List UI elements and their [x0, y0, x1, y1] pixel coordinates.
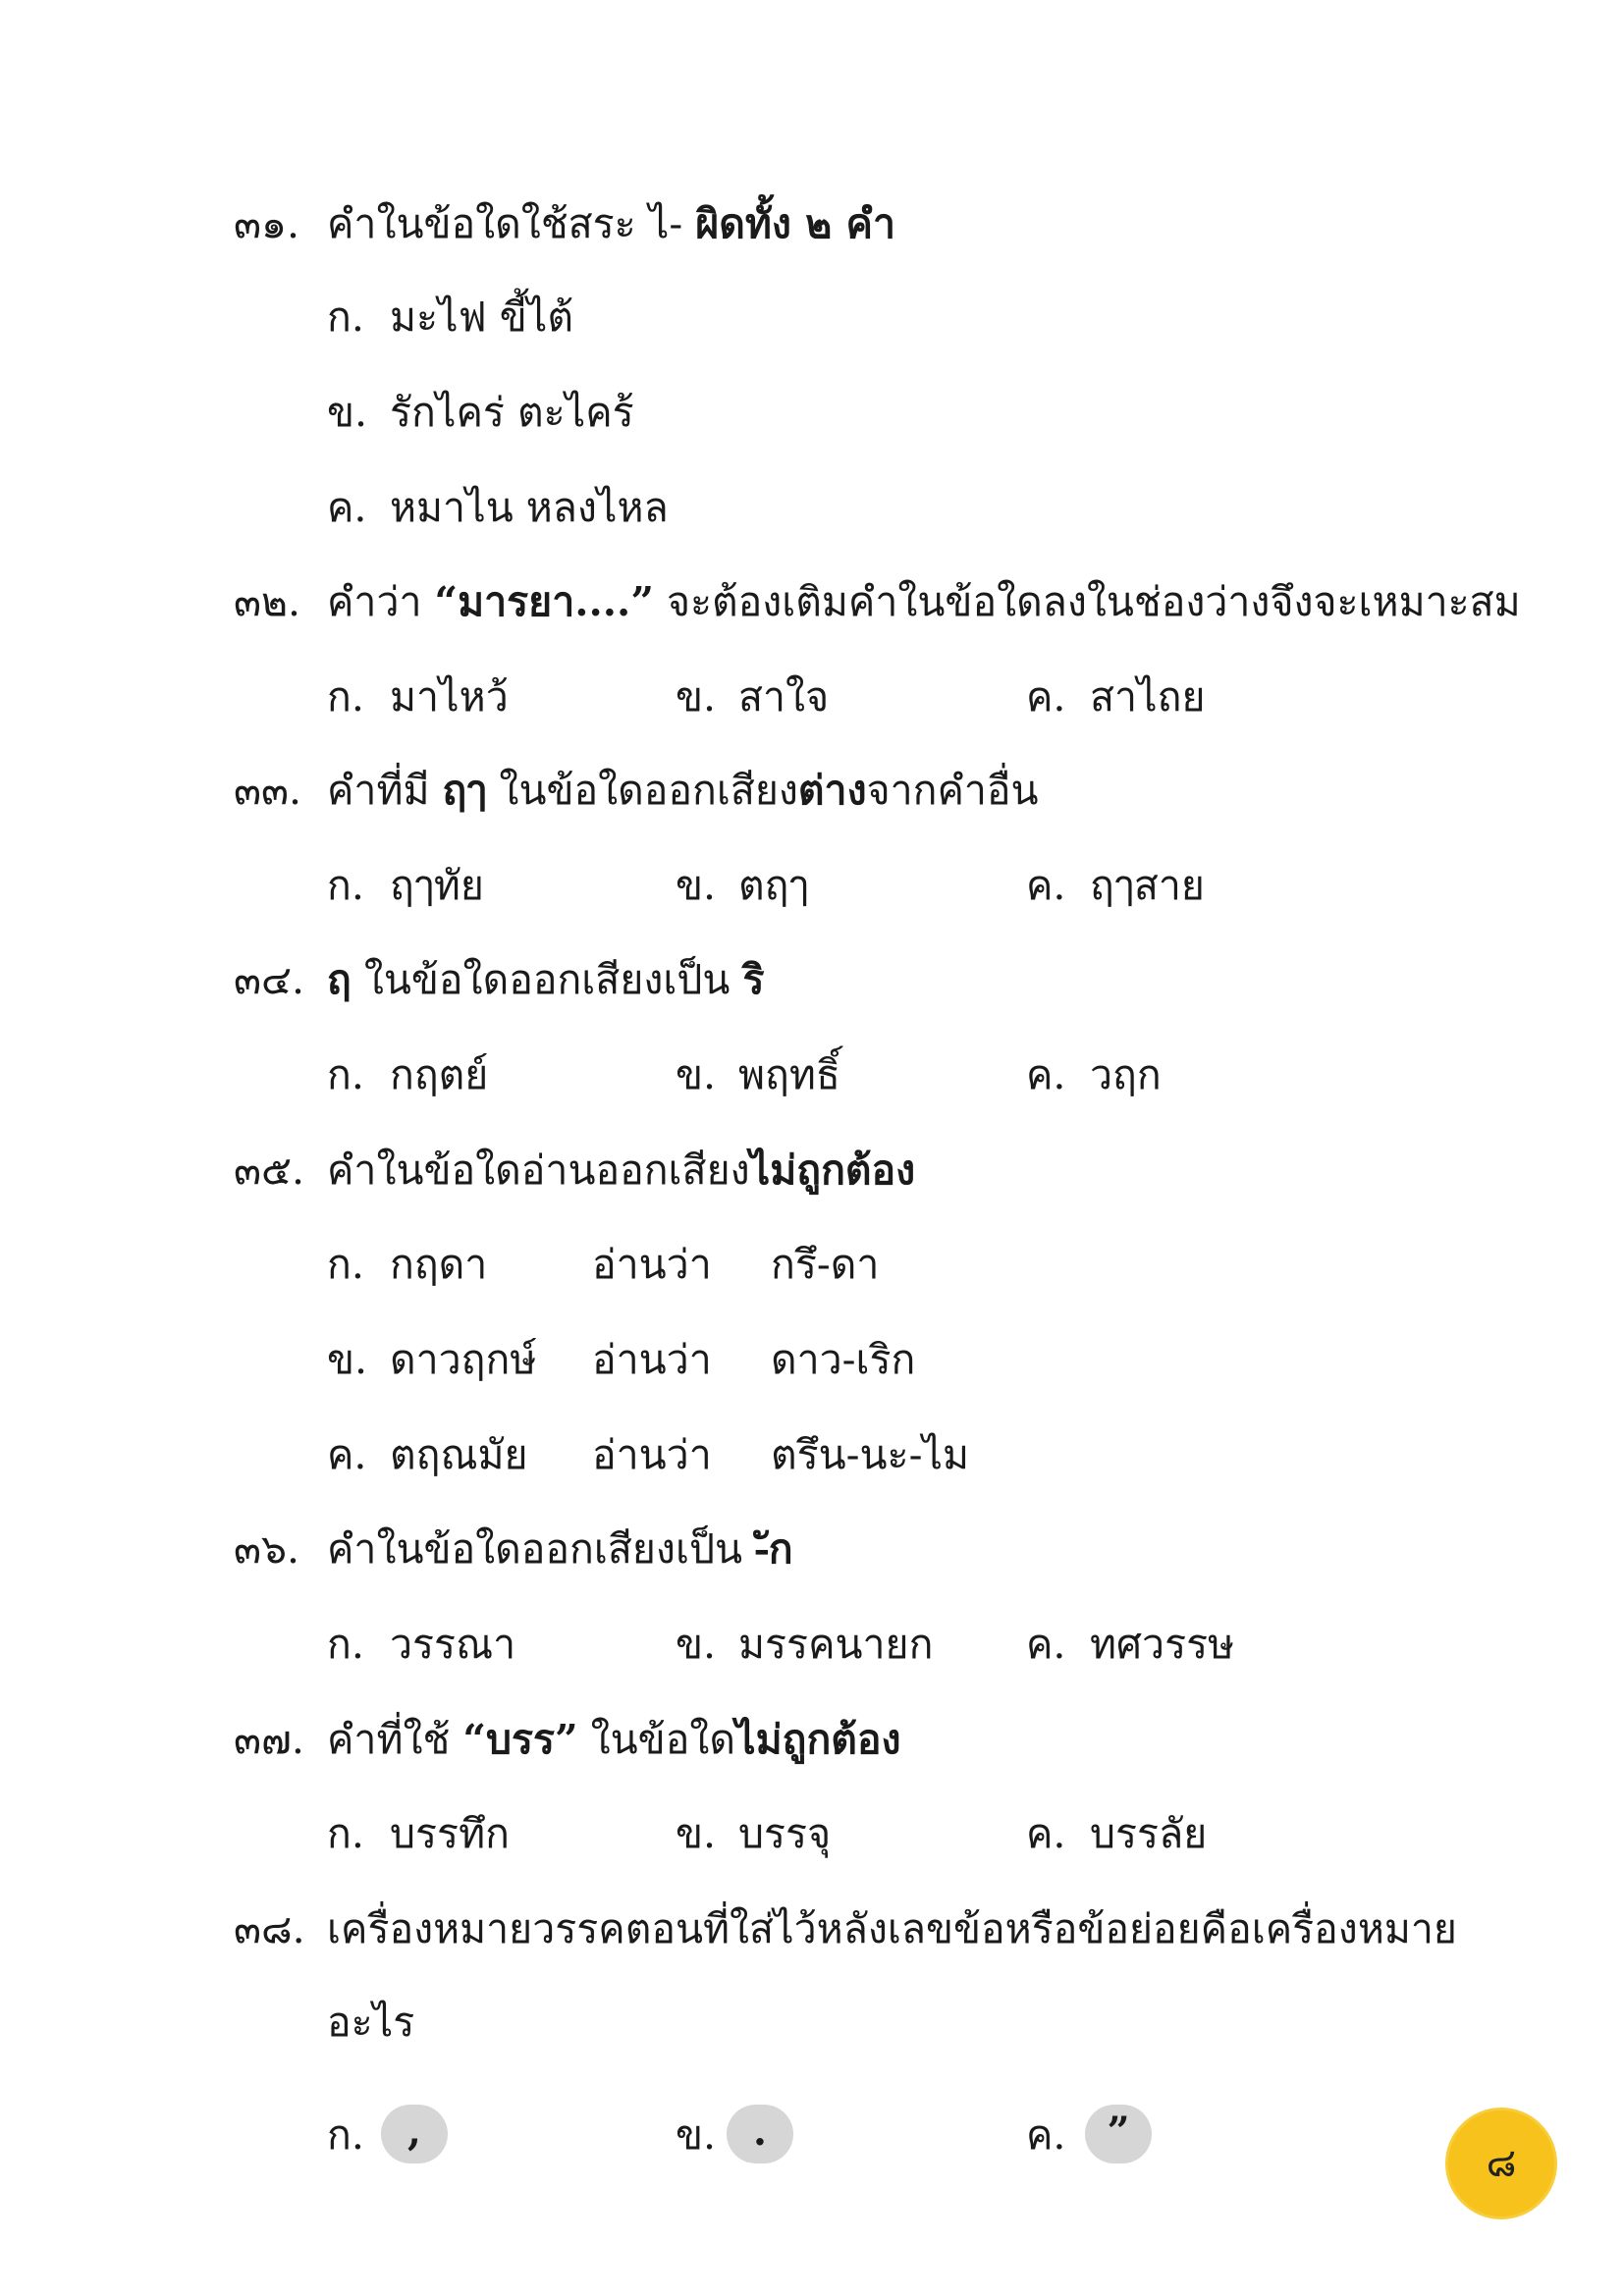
option-letter: ค.	[1026, 1810, 1066, 1857]
option-letter: ข.	[676, 862, 717, 909]
option-letter: ค.	[327, 484, 367, 531]
reads-as-label: อ่านว่า	[592, 1336, 712, 1383]
option-letter: ข.	[676, 673, 717, 721]
option-word: กฤดา	[390, 1241, 488, 1288]
option-text: บรรจุ	[738, 1810, 832, 1857]
pronunciation: ตรึน-นะ-ไม	[771, 1431, 970, 1478]
option-text: สาไถย	[1090, 673, 1206, 721]
question-34	[0, 945, 1624, 1014]
option-row	[0, 1041, 1624, 1109]
option-letter: ก.	[327, 862, 364, 909]
question-text: เครื่องหมายวรรคตอนที่ใส่ไว้หลังเลขข้อหรือข้อย่อยคือเครื่องหมาย	[327, 1905, 1457, 1952]
option-row	[0, 1325, 1624, 1394]
option-text: พฤทธิ์	[738, 1051, 840, 1098]
option-row	[0, 473, 1624, 542]
question-text: ฤ ในข้อใดออกเสียงเป็น ริ	[327, 956, 765, 1003]
option-text: สาใจ	[738, 673, 830, 721]
reads-as-label: อ่านว่า	[592, 1241, 712, 1288]
question-number: ๓๗.	[234, 1716, 304, 1763]
option-letter: ข.	[676, 1621, 717, 1668]
option-letter: ค.	[327, 1431, 367, 1478]
option-letter: ข.	[676, 2111, 717, 2159]
option-text: บรรทึก	[390, 1810, 510, 1857]
option-word: ตฤณมัย	[390, 1431, 528, 1478]
option-row	[0, 378, 1624, 447]
question-text: คำว่า “มารยา....” จะต้องเติมคำในข้อใดลงในช่องว่างจึงจะเหมาะสม	[327, 578, 1521, 625]
option-letter: ค.	[1026, 673, 1066, 721]
question-text: คำในข้อใดอ่านออกเสียงไม่ถูกต้อง	[327, 1147, 916, 1194]
question-36	[0, 1515, 1624, 1583]
question-number: ๓๖.	[234, 1525, 300, 1573]
option-text: หมาไน หลงไหล	[390, 484, 669, 531]
option-row	[0, 1799, 1624, 1868]
option-letter: ก.	[327, 294, 364, 341]
question-number: ๓๔.	[234, 956, 305, 1003]
pronunciation: ดาว-เริก	[771, 1336, 916, 1383]
option-letter: ข.	[327, 389, 368, 436]
option-row	[0, 851, 1624, 920]
option-text: ฤๅสาย	[1090, 862, 1205, 909]
page-number-badge: ๘	[1448, 2110, 1554, 2216]
option-text: มาไหว้	[390, 673, 509, 721]
option-letter: ก.	[327, 673, 364, 721]
question-text: คำในข้อใดใช้สระ ไ- ผิดทั้ง ๒ คำ	[327, 200, 895, 247]
question-number: ๓๒.	[234, 578, 301, 625]
option-row	[0, 1230, 1624, 1299]
question-text: คำในข้อใดออกเสียงเป็น -ัก	[327, 1525, 793, 1573]
option-row	[0, 663, 1624, 731]
symbol-bubble: .	[727, 2105, 793, 2163]
option-text: วฤก	[1090, 1051, 1162, 1098]
question-text: คำที่ใช้ “บรร” ในข้อใดไม่ถูกต้อง	[327, 1716, 901, 1763]
question-38-continued	[0, 1988, 1624, 2056]
question-number: ๓๕.	[234, 1147, 305, 1194]
option-row	[0, 1420, 1624, 1489]
option-text: มะไฟ ขี้ไต้	[390, 294, 574, 341]
question-35	[0, 1136, 1624, 1204]
question-number: ๓๘.	[234, 1905, 305, 1952]
option-letter: ค.	[1026, 862, 1066, 909]
reads-as-label: อ่านว่า	[592, 1431, 712, 1478]
question-37	[0, 1705, 1624, 1774]
question-number: ๓๓.	[234, 767, 302, 814]
option-text: ฤๅทัย	[390, 862, 484, 909]
symbol-bubble: ”	[1085, 2105, 1152, 2163]
option-letter: ค.	[1026, 1051, 1066, 1098]
option-letter: ข.	[676, 1810, 717, 1857]
symbol-bubble: ,	[381, 2105, 448, 2163]
option-letter: ก.	[327, 1621, 364, 1668]
option-text: กฤตย์	[390, 1051, 489, 1098]
question-31	[0, 189, 1624, 258]
option-text: รักไคร่ ตะไคร้	[390, 389, 634, 436]
option-text: มรรคนายก	[738, 1621, 934, 1668]
pronunciation: กรึ-ดา	[771, 1241, 880, 1288]
option-text: บรรลัย	[1090, 1810, 1208, 1857]
option-letter: ค.	[1026, 1621, 1066, 1668]
option-row	[0, 283, 1624, 351]
option-letter: ก.	[327, 1810, 364, 1857]
option-text: วรรณา	[390, 1621, 516, 1668]
question-text-continued: อะไร	[327, 1999, 415, 2046]
option-letter: ก.	[327, 1051, 364, 1098]
option-word: ดาวฤกษ์	[390, 1336, 537, 1383]
option-letter: ค.	[1026, 2111, 1066, 2159]
question-32	[0, 567, 1624, 636]
option-text: ตฤๅ	[738, 862, 809, 909]
option-text: ทศวรรษ	[1090, 1621, 1235, 1668]
option-letter: ข.	[327, 1336, 368, 1383]
question-number: ๓๑.	[234, 200, 300, 247]
question-33	[0, 756, 1624, 825]
question-38	[0, 1895, 1624, 1963]
option-letter: ก.	[327, 2111, 364, 2159]
option-row	[0, 1610, 1624, 1679]
question-text: คำที่มี ฤๅ ในข้อใดออกเสียงต่างจากคำอื่น	[327, 767, 1039, 814]
option-row	[0, 2101, 1624, 2169]
option-letter: ก.	[327, 1241, 364, 1288]
option-letter: ข.	[676, 1051, 717, 1098]
